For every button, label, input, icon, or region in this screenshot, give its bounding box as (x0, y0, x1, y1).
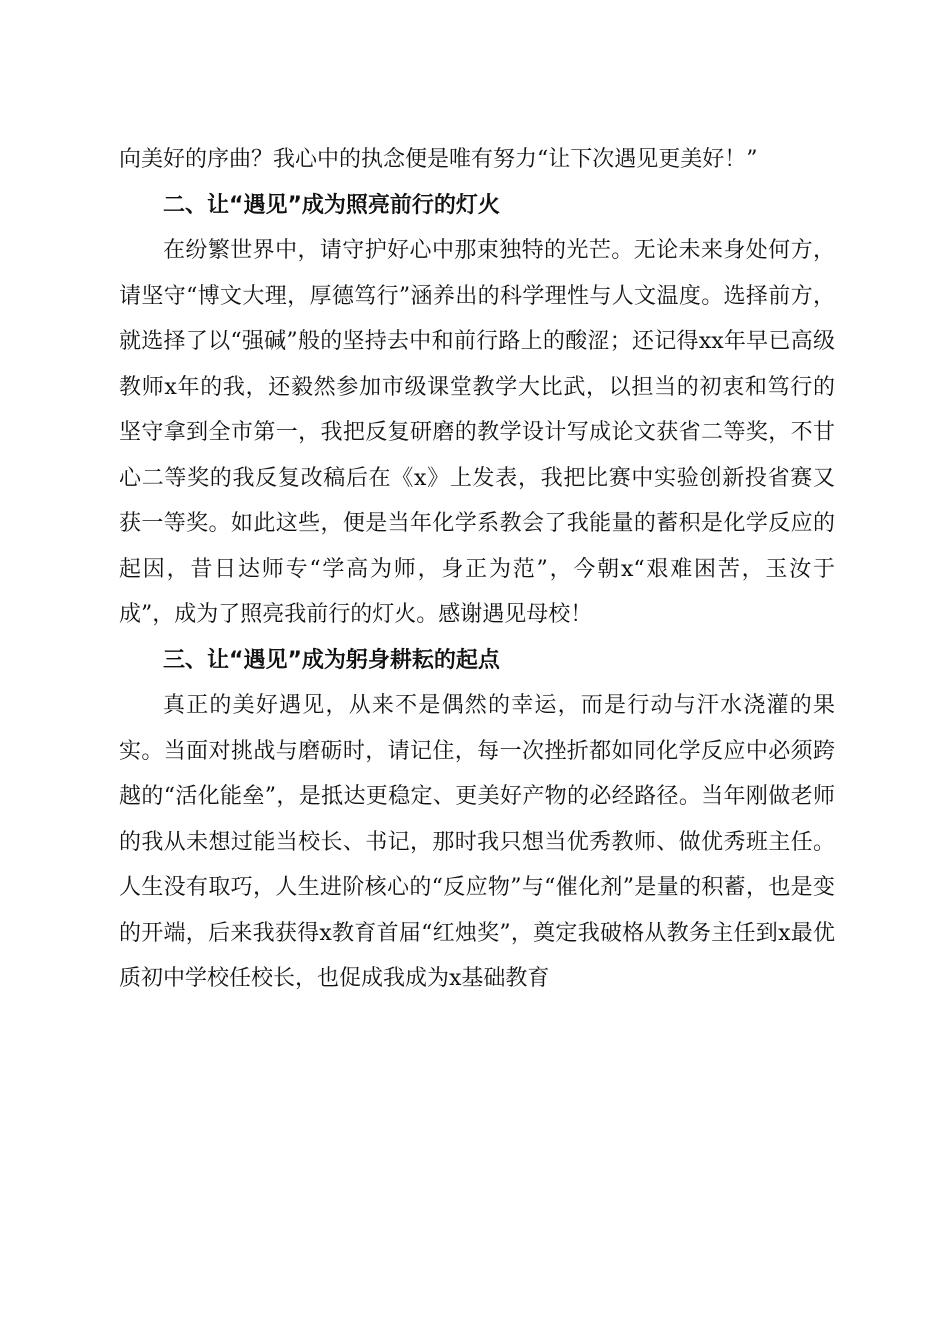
document-body (119, 137, 835, 1002)
section-3-heading: 三、让“遇见”成为躬身耕耘的起点 (163, 647, 500, 673)
section-3-paragraph: 真正的美好遇见，从来不是偶然的幸运，而是行动与汗水浇灌的果实。当面对挑战与磨砺时，请记住，每一次挫折都如同化学反应中必须跨越的“活化能垒”，是抵达更稳定、更美好产物的必经路径。当年刚做老师的我从未想过能当校长、书记，那时我只想当优秀教师、做优秀班主任。人生没有取巧，人生进阶核心的“反应物”与“催化剂”是量的积蓄，也是变的开端，后来我获得x教育首届“红烛奖”，奠定我破格从教务主任到x最优质初中学校任校长，也促成我成为x基础教育 (119, 693, 835, 991)
section-2-heading: 二、让“遇见”成为照亮前行的灯火 (163, 192, 500, 218)
intro-paragraph-tail: 向美好的序曲？我心中的执念便是唯有努力“让下次遇见更美好！” (119, 147, 758, 172)
section-2-paragraph: 在纷繁世界中，请守护好心中那束独特的光芒。无论未来身处何方，请坚守“博文大理，厚德笃行”涵养出的科学理性与人文温度。选择前方，就选择了以“强碱”般的坚持去中和前行路上的酸涩；还记得xx年早已高级教师x年的我，还毅然参加市级课堂教学大比武，以担当的初衷和笃行的坚守拿到全市第一，我把反复研磨的教学设计写成论文获省二等奖，不甘心二等奖的我反复改稿后在《x》上发表，我把比赛中实验创新投省赛又获一等奖。如此这些，便是当年化学系教会了我能量的蓄积是化学反应的起因，昔日达师专“学高为师，身正为范”，今朝x“艰难困苦，玉汝于成”，成为了照亮我前行的灯火。感谢遇见母校！ (119, 238, 835, 627)
